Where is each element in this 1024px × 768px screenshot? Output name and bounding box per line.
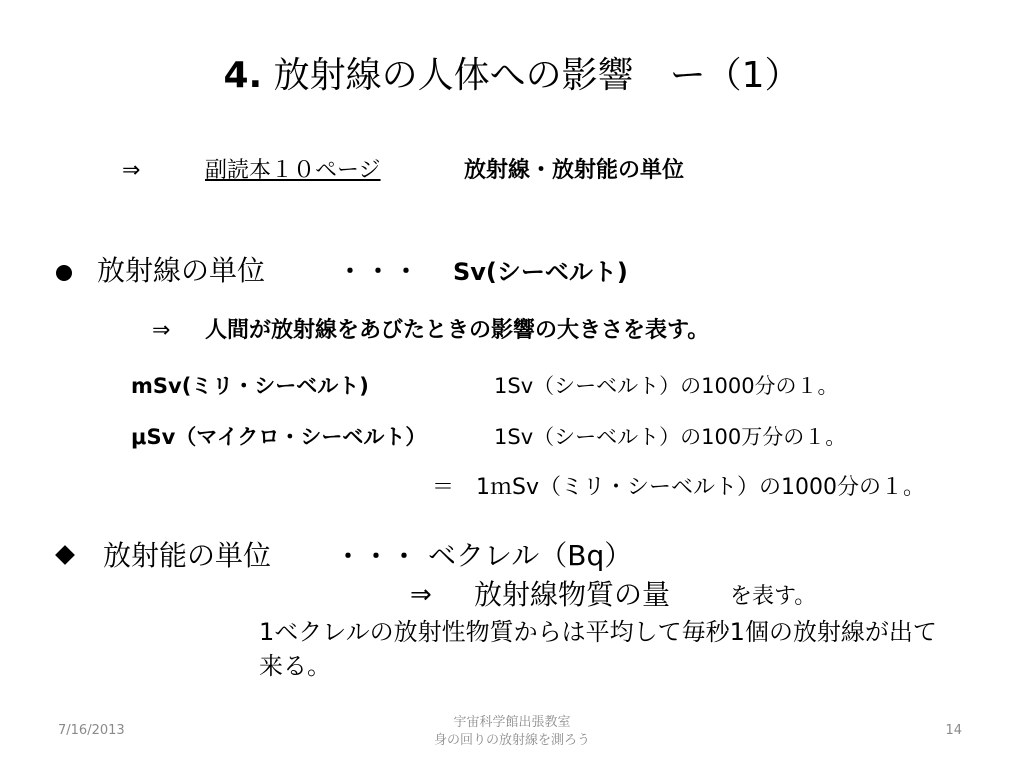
msv-label: mSv(ミリ・シーベルト) [131, 374, 369, 398]
msv-definition: 1Sv（シーベルト）の1000分の１。 [494, 374, 839, 398]
radiation-desc-text: 人間が放射線をあびたときの影響の大きさを表す。 [205, 318, 710, 343]
bullet-dot-icon [56, 265, 72, 281]
title-number: 4. [223, 55, 263, 96]
title-text: 放射線の人体への影響 ー（1） [273, 55, 801, 96]
radioactivity-unit-dots: ・・・ [336, 542, 420, 570]
radiation-desc-arrow: ⇒ [152, 318, 171, 343]
footer-line-2: 身の回りの放射線を測ろう [433, 733, 590, 748]
slide-title [0, 48, 1024, 104]
radioactivity-unit-label: 放射能の単位 [103, 539, 272, 572]
bullet-diamond-icon [55, 545, 75, 565]
footer-date: 7/16/2013 [58, 723, 125, 738]
radiation-unit-dots: ・・・ [338, 257, 422, 285]
radioactivity-unit-name: ベクレル（Bq） [428, 539, 633, 572]
footer-line-1: 宇宙科学館出張教室 [453, 715, 571, 730]
becquerel-note: 1ベクレルの放射性物質からは平均して毎秒1個の放射線が出て来る。 [259, 618, 937, 680]
radiation-unit-name: Sv(シーベルト) [453, 258, 628, 286]
radiation-unit-label: 放射線の単位 [97, 254, 266, 287]
footer-center [362, 714, 662, 750]
reference-topic: 放射線・放射能の単位 [464, 158, 685, 183]
radioactivity-desc-arrow: ⇒ [410, 580, 432, 610]
reference-link[interactable]: 副読本１０ページ [205, 158, 381, 183]
usv-definition: 1Sv（シーベルト）の100万分の１。 [494, 425, 847, 449]
reference-arrow: ⇒ [122, 158, 141, 183]
footer-page-number: 14 [945, 723, 962, 738]
radioactivity-desc-tail: を表す。 [730, 584, 817, 609]
usv-label: μSv（マイクロ・シーベルト） [131, 425, 427, 449]
usv-equality: ＝ 1ｍSv（ミリ・シーベルト）の1000分の１。 [432, 475, 925, 500]
radioactivity-desc-main: 放射線物質の量 [474, 578, 671, 611]
